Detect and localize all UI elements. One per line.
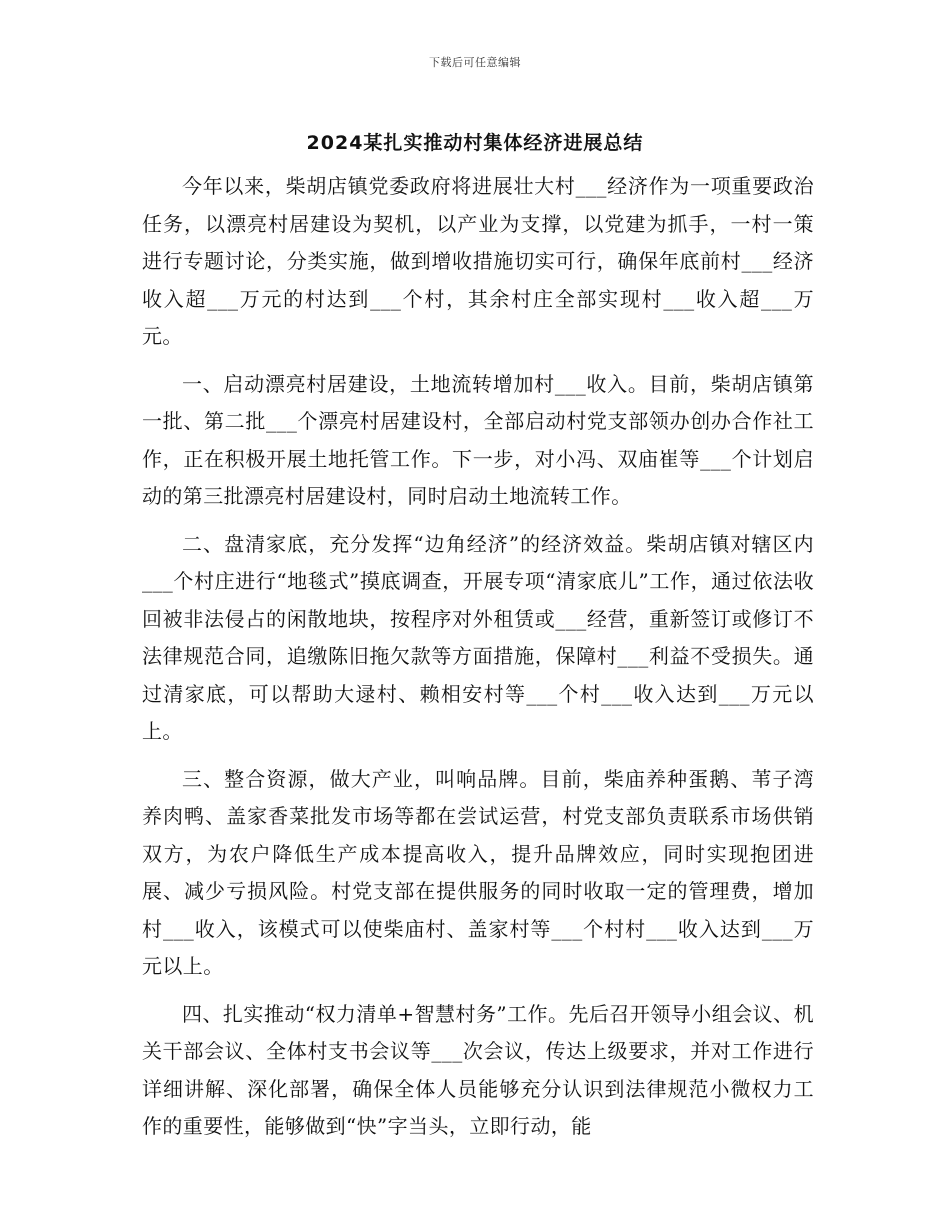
document-body [142, 168, 814, 1156]
header-note: 下载后可任意编辑 [429, 56, 521, 69]
paragraph-intro: 今年以来，柴胡店镇党委政府将进展壮大村___经济作为一项重要政治任务，以漂亮村居建设为契机，以产业为支撑，以党建为抓手，一村一策进行专题讨论，分类实施，做到增收措施切实可行，确保年底前村___经济收入超___万元的村达到___个村，其余村庄全部实现村___收入超___万元。 [142, 174, 814, 348]
paragraph-section-2: 二、盘清家底，充分发挥“边角经济”的经济效益。柴胡店镇对辖区内___个村庄进行“地毯式”摸底调查，开展专项“清家底儿”工作，通过依法收回被非法侵占的闲散地块，按程序对外租赁或___经营，重新签订或修订不法律规范合同，追缴陈旧拖欠款等方面措施，保障村___利益不受损失。通过清家底，可以帮助大逯村、赖相安村等___个村___收入达到___万元以上。 [142, 531, 814, 743]
document-title: 2024某扎实推动村集体经济进展总结 [306, 132, 644, 154]
paragraph-section-3: 三、整合资源，做大产业，叫响品牌。目前，柴庙养种蛋鹅、苇子湾养肉鸭、盖家香菜批发市场等都在尝试运营，村党支部负责联系市场供销双方，为农户降低生产成本提高收入，提升品牌效应，同时实现抱团进展、减少亏损风险。村党支部在提供服务的同时收取一定的管理费，增加村___收入，该模式可以使柴庙村、盖家村等___个村村___收入达到___万元以上。 [142, 766, 814, 978]
paragraph-section-4: 四、扎实推动“权力清单+智慧村务”工作。先后召开领导小组会议、机关干部会议、全体村支书会议等___次会议，传达上级要求，并对工作进行详细讲解、深化部署，确保全体人员能够充分认识到法律规范小微权力工作的重要性，能够做到“快”字当头，立即行动，能 [142, 1001, 814, 1138]
paragraph-section-1: 一、启动漂亮村居建设，土地流转增加村___收入。目前，柴胡店镇第一批、第二批___个漂亮村居建设村，全部启动村党支部领办创办合作社工作，正在积极开展土地托管工作。下一步，对小冯、双庙崔等___个计划启动的第三批漂亮村居建设村，同时启动土地流转工作。 [142, 371, 814, 508]
